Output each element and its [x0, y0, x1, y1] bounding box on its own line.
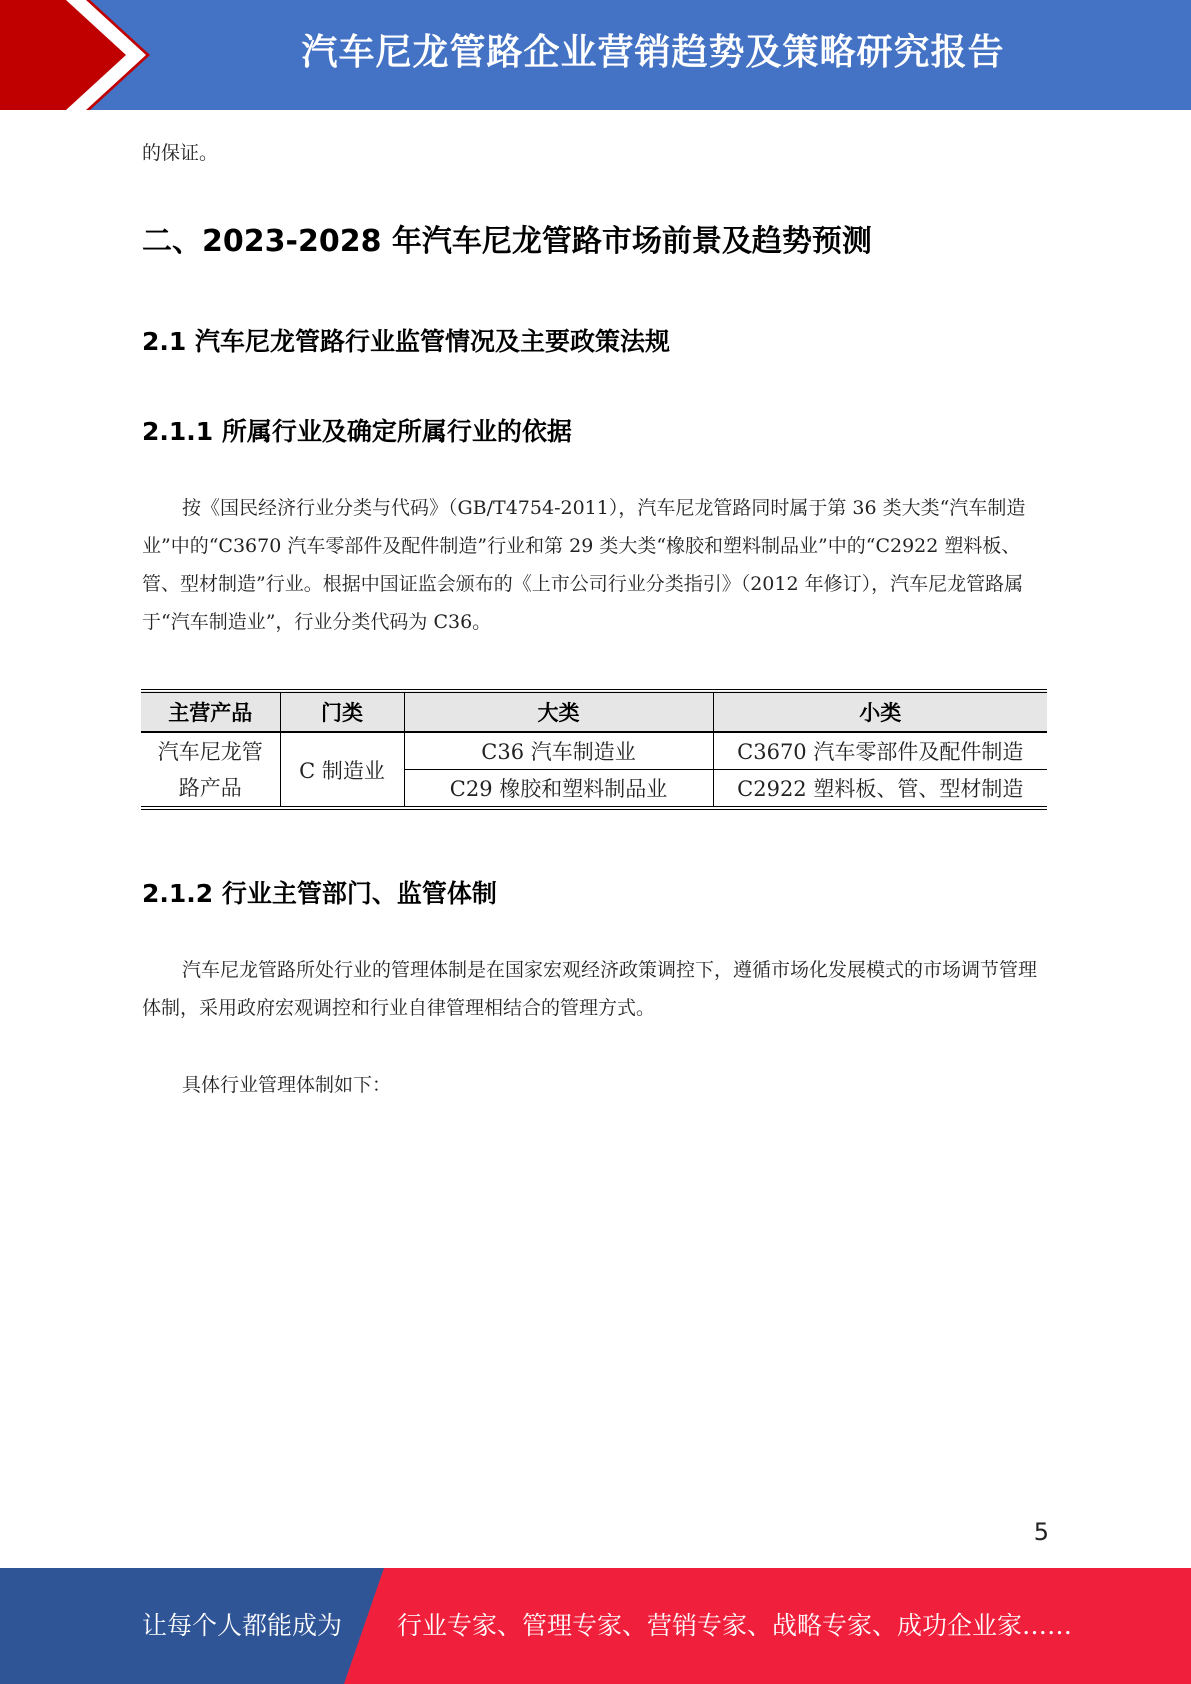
table-row: [141, 732, 1047, 770]
report-title: 汽车尼龙管路企业营销趋势及策略研究报告: [301, 32, 1005, 73]
carry-over-text: 的保证。: [142, 142, 219, 164]
product-line-1: 汽车尼龙管: [157, 739, 263, 764]
header-main-product: 主营产品: [141, 691, 280, 732]
header-major-class: 大类: [404, 691, 713, 732]
subsection-2-1-1-title: 2.1.1 所属行业及确定所属行业的依据: [142, 417, 572, 446]
page-number: 5: [1033, 1518, 1049, 1546]
table-header-row: [141, 691, 1047, 732]
paragraph-industry-classification: 按《国民经济行业分类与代码》（GB/T4754-2011），汽车尼龙管路同时属于第 36 类大类“汽车制造业”中的“C3670 汽车零部件及配件制造”行业和第 29 类大类“橡胶和塑料制品业”中的“C2922 塑料板、管、型材制造”行业。根据中国证监会颁布的《上市公司行业分类指引》（2012 年修订），汽车尼龙管路属于“汽车制造业”，行业分类代码为 C36。: [142, 497, 1026, 633]
classification-table-wrapper: [141, 689, 1047, 810]
subsection-2-1-2-title: 2.1.2 行业主管部门、监管体制: [142, 879, 497, 908]
paragraph-list-intro: 具体行业管理体制如下：: [182, 1074, 392, 1096]
cell-minor-class: C2922 塑料板、管、型材制造: [713, 770, 1047, 809]
paragraph-management-system: 汽车尼龙管路所处行业的管理体制是在国家宏观经济政策调控下，遵循市场化发展模式的市场调节管理体制，采用政府宏观调控和行业自律管理相结合的管理方式。: [142, 959, 1038, 1019]
footer-slogan-right: 行业专家、管理专家、营销专家、战略专家、成功企业家……: [397, 1611, 1073, 1640]
header-minor-class: 小类: [713, 691, 1047, 732]
header-category: 门类: [280, 691, 404, 732]
cell-category: C 制造业: [280, 732, 404, 808]
cell-main-product: [141, 732, 280, 808]
product-line-2: 路产品: [178, 775, 242, 800]
section-title: 二、2023-2028 年汽车尼龙管路市场前景及趋势预测: [142, 224, 872, 259]
header-band: [0, 0, 1191, 110]
classification-table: [141, 689, 1047, 810]
cell-minor-class: C3670 汽车零部件及配件制造: [713, 732, 1047, 770]
cell-major-class: C29 橡胶和塑料制品业: [404, 770, 713, 809]
cell-major-class: C36 汽车制造业: [404, 732, 713, 770]
footer-band: [0, 1568, 1191, 1684]
footer-slogan-left: 让每个人都能成为: [142, 1611, 343, 1640]
subsection-2-1-title: 2.1 汽车尼龙管路行业监管情况及主要政策法规: [142, 327, 670, 356]
